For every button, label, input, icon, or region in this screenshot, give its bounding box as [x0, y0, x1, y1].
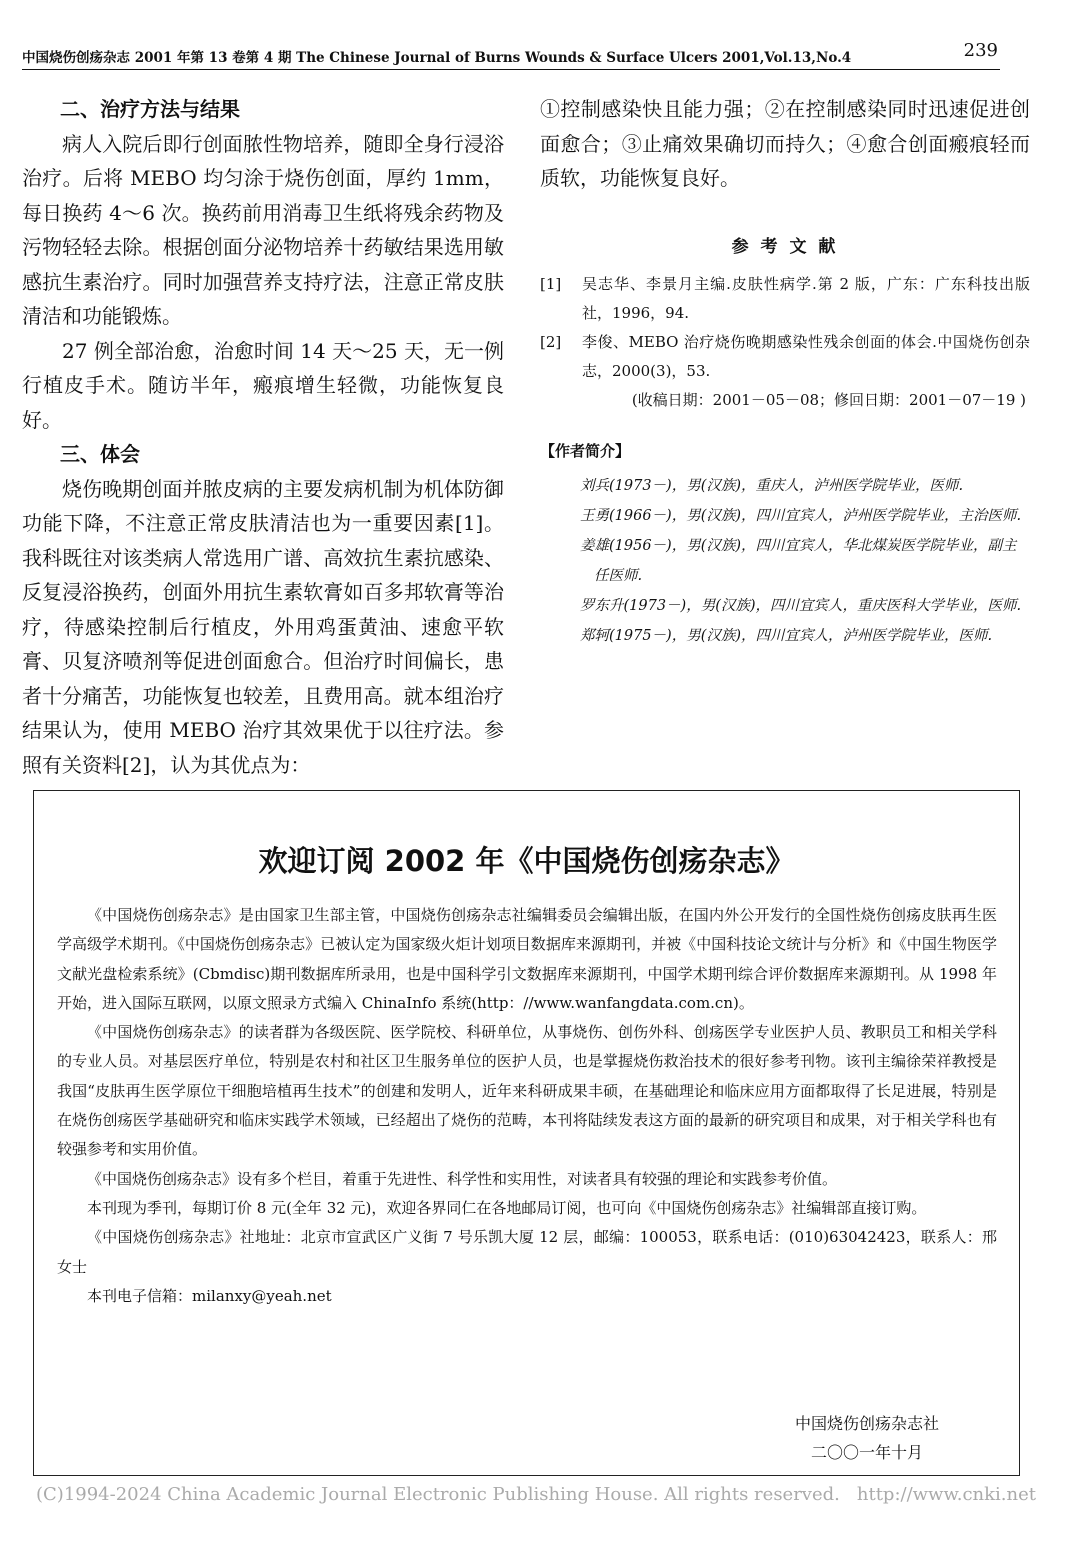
reference-item — [540, 328, 1030, 386]
reference-text: 李俊、MEBO 治疗烧伤晚期感染性残余创面的体会.中国烧伤创杂志，2000(3)，53. — [582, 332, 1030, 380]
treatment-paragraph-1: 病人入院后即行创面脓性物培养，随即全身行浸浴治疗。后将 MEBO 均匀涂于烧伤创面，厚约 1mm，每日换药 4～6 次。换药前用消毒卫生纸将残余药物及污物轻轻去除。根据创面分泌物培养十药敏结果选用敏感抗生素治疗。同时加强营养支持疗法，注意正常皮肤清洁和功能锻炼。 — [22, 131, 504, 328]
notice-title: 欢迎订阅 2002 年《中国烧伤创疡杂志》 — [258, 844, 795, 878]
left-column — [22, 92, 504, 782]
page-number: 239 — [963, 40, 998, 61]
author-bio: 刘兵(1973－)，男(汉族)，重庆人，泸州医学院毕业，医师. — [580, 477, 964, 494]
section-title-treatment: 二、治疗方法与结果 — [60, 97, 240, 121]
notice-paragraph: 《中国烧伤创疡杂志》设有多个栏目，着重于先进性、科学性和实用性，对读者具有较强的理论和实践参考价值。 — [87, 1169, 838, 1188]
discussion-continuation: ①控制感染快且能力强；②在控制感染同时迅速促进创面愈合；③止痛效果确切而持久；④愈合创面瘢痕轻而质软，功能恢复良好。 — [540, 97, 1030, 190]
references-list — [540, 270, 1030, 415]
author-bio-list — [540, 471, 1030, 651]
treatment-paragraph-2: 27 例全部治愈，治愈时间 14 天～25 天，无一例行植皮手术。随访半年，瘢痕增生轻微，功能恢复良好。 — [22, 338, 504, 432]
author-bio-title: 【作者简介】 — [540, 441, 631, 460]
notice-email: 本刊电子信箱：milanxy@yeah.net — [87, 1286, 332, 1305]
received-dates: (收稿日期：2001－05－08；修回日期：2001－07－19 ) — [631, 390, 1026, 409]
references-title: 参 考 文 献 — [731, 236, 839, 257]
notice-paragraph: 本刊现为季刊，每期订价 8 元(全年 32 元)，欢迎各界同仁在各地邮局订阅，也可向《中国烧伤创疡杂志》社编辑部直接订购。 — [87, 1198, 927, 1217]
reference-text: 吴志华、李景月主编.皮肤性病学.第 2 版，广东：广东科技出版社，1996，94. — [582, 274, 1030, 322]
author-bio: 罗东升(1973－)，男(汉族)，四川宜宾人，重庆医科大学毕业，医师. — [580, 597, 1022, 614]
author-bio: 郑轲(1975－)，男(汉族)，四川宜宾人，泸州医学院毕业，医师. — [580, 627, 993, 644]
copyright-footer — [36, 1484, 1036, 1505]
reference-item — [540, 270, 1030, 328]
notice-body — [57, 901, 997, 1311]
reference-number: [1] — [540, 274, 562, 293]
notice-paragraph: 《中国烧伤创疡杂志》社地址：北京市宣武区广义街 7 号乐凯大厦 12 层，邮编：100053，联系电话：(010)63042423，联系人：邢女士 — [57, 1228, 997, 1276]
subscription-notice — [33, 790, 1020, 1476]
section-title-discussion: 三、体会 — [60, 442, 140, 466]
signature-org: 中国烧伤创疡杂志社 — [794, 1414, 939, 1433]
reference-number: [2] — [540, 332, 562, 351]
notice-paragraph: 《中国烧伤创疡杂志》是由国家卫生部主管，中国烧伤创疡杂志社编辑委员会编辑出版，在国内外公开发行的全国性烧伤创疡皮肤再生医学高级学术期刊。《中国烧伤创疡杂志》已被认定为国家级火炬计划项目数据库来源期刊，并被《中国科技论文统计与分析》和《中国生物医学文献光盘检索系统》(Cbmdisc)期刊数据库所录用，也是中国科学引文数据库来源期刊，中国学术期刊综合评价数据库来源期刊。从 1998 年开始，进入国际互联网，以原文照录方式编入 ChinaInfo 系统(http：//www.wanfangdata.com.cn)。 — [57, 906, 997, 1012]
author-bio: 王勇(1966－)，男(汉族)，四川宜宾人，泸州医学院毕业，主治医师. — [580, 507, 1022, 524]
copyright-text: (C)1994-2024 China Academic Journal Electronic Publishing House. All rights reserved. — [36, 1484, 840, 1505]
cnki-url: http://www.cnki.net — [856, 1484, 1036, 1505]
notice-paragraph: 《中国烧伤创疡杂志》的读者群为各级医院、医学院校、科研单位，从事烧伤、创伤外科、创疡医学专业医护人员、教职员工和相关学科的专业人员。对基层医疗单位，特别是农村和社区卫生服务单位的医护人员，也是掌握烧伤救治技术的很好参考刊物。该刊主编徐荣祥教授是我国“皮肤再生医学原位干细胞培植再生技术”的创建和发明人，近年来科研成果丰硕，在基础理论和临床应用方面都取得了长足进展，特别是在烧伤创疡医学基础研究和临床实践学术领域，已经超出了烧伤的范畴，本刊将陆续发表这方面的最新的研究项目和成果，对于相关学科也有较强参考和实用价值。 — [57, 1023, 997, 1159]
running-header — [22, 40, 1000, 70]
author-bio: 姜雄(1956－)，男(汉族)，四川宜宾人，华北煤炭医学院毕业，副主任医师. — [580, 537, 1017, 584]
discussion-paragraph-1: 烧伤晚期创面并脓皮病的主要发病机制为机体防御功能下降，不注意正常皮肤清洁也为一重要因素[1]。我科既往对该类病人常选用广谱、高效抗生素抗感染、反复浸浴换药，创面外用抗生素软膏如百多邦软膏等治疗，待感染控制后行植皮，外用鸡蛋黄油、速愈平软膏、贝复济喷剂等促进创面愈合。但治疗时间偏长，患者十分痛苦，功能恢复也较差，且费用高。就本组治疗结果认为，使用 MEBO 治疗其效果优于以往疗法。参照有关资料[2]，认为其优点为： — [22, 476, 504, 777]
signature-date: 二〇〇一年十月 — [810, 1443, 923, 1462]
running-title: 中国烧伤创疡杂志 2001 年第 13 卷第 4 期 The Chinese Journal of Burns Wounds & Surface Ulcers 2001,Vol.13,No.4 — [22, 50, 852, 66]
notice-signature — [795, 1409, 939, 1467]
right-column — [540, 92, 1030, 651]
